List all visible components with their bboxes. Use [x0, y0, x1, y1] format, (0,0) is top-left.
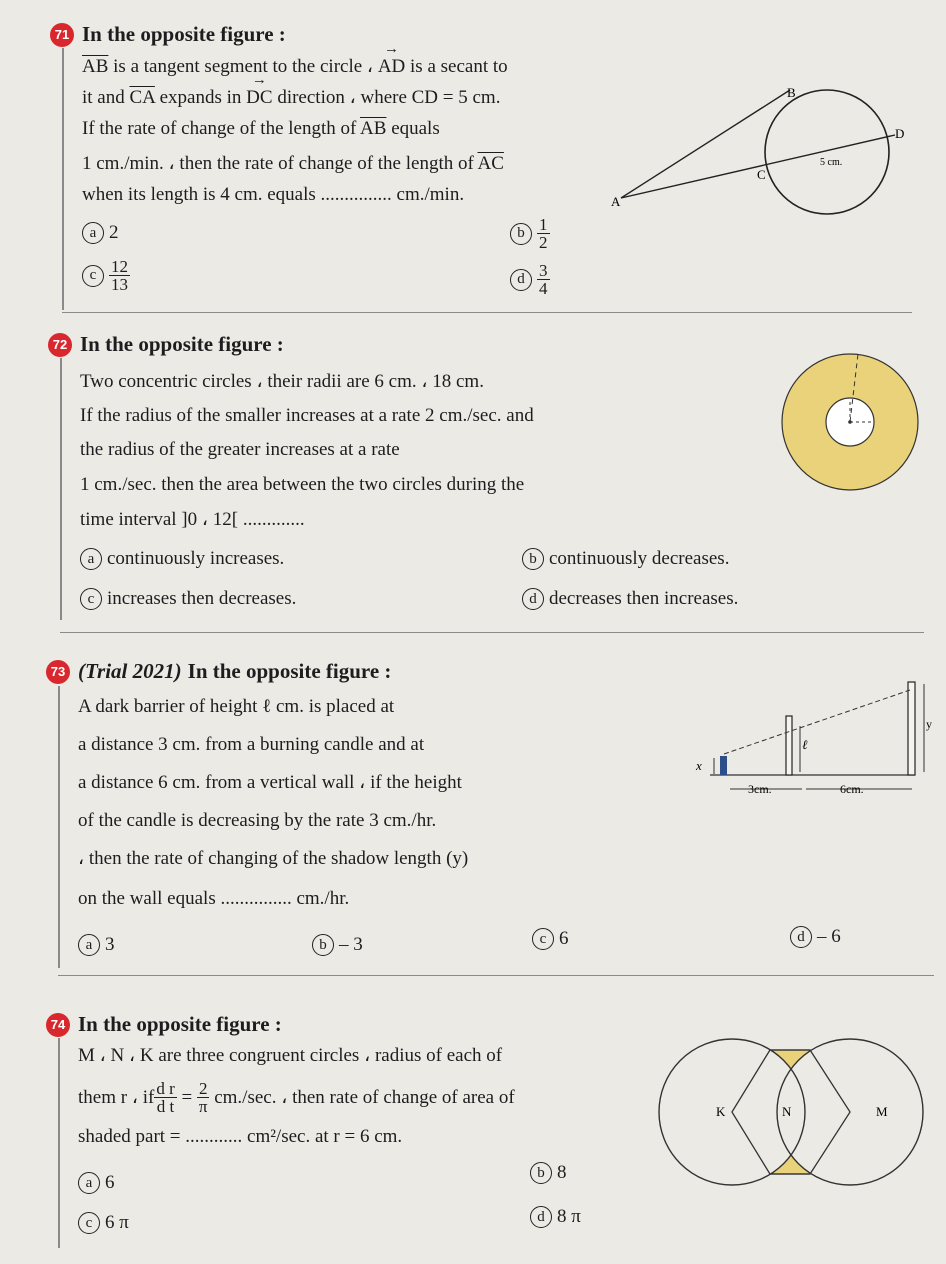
option-text: continuously increases. [107, 548, 285, 569]
label-3cm: 3cm. [748, 782, 772, 796]
option-letter: b [522, 548, 544, 570]
light-ray [724, 690, 910, 754]
center-point [848, 420, 852, 424]
option-text: 6 [105, 1172, 115, 1193]
denominator: 13 [111, 275, 128, 294]
text: them r ، if [78, 1087, 155, 1108]
question-71-margin-bar [62, 48, 64, 310]
question-72-line-5: time interval ]0 ، 12[ ............. [80, 509, 305, 530]
option-letter: c [82, 265, 104, 287]
text: cm./sec. ، then rate of change of area of [209, 1087, 515, 1108]
circle [765, 90, 889, 214]
label-b: B [787, 85, 796, 100]
text: is a tangent segment to the circle ، [108, 56, 378, 77]
option-letter: d [522, 588, 544, 610]
text: If the rate of change of the length of [82, 118, 361, 139]
option-c[interactable] [532, 928, 569, 950]
option-letter: a [82, 222, 104, 244]
option-c[interactable] [78, 1212, 129, 1234]
numerator: 2 [198, 1079, 208, 1098]
question-72-line-4: 1 cm./sec. then the area between the two circles during the [80, 474, 525, 495]
option-letter: a [78, 934, 100, 956]
question-separator [62, 312, 912, 313]
option-letter: c [80, 588, 102, 610]
segment-ab: $\overline{AB}$ [82, 56, 109, 77]
fraction [537, 262, 550, 297]
numerator: 12 [111, 257, 128, 276]
option-letter: d [510, 269, 532, 291]
wall [908, 682, 915, 775]
denominator: 2 [539, 233, 548, 252]
question-74-line-1: M ، N ، K are three congruent circles ، radius of each of [78, 1045, 503, 1066]
option-d[interactable] [530, 1206, 581, 1228]
fraction-dr-dt [154, 1080, 176, 1115]
option-a[interactable] [78, 1172, 115, 1194]
question-72-margin-bar [60, 358, 62, 620]
option-text: 2 [109, 222, 119, 243]
option-letter: c [532, 928, 554, 950]
ray-dc: → DC [246, 87, 272, 109]
label-y: y [926, 717, 932, 731]
option-text: 8 [557, 1162, 567, 1183]
option-letter: c [78, 1212, 100, 1234]
option-text: decreases then increases. [549, 588, 739, 609]
question-number-badge: 73 [46, 660, 70, 684]
option-text: 3 [105, 934, 115, 955]
question-71-line-1 [82, 55, 508, 78]
option-d[interactable] [790, 926, 841, 948]
question-74-header [46, 1012, 282, 1037]
question-73-header [46, 659, 391, 684]
option-letter: b [510, 223, 532, 245]
label-m: M [876, 1104, 888, 1119]
label-c: C [757, 167, 766, 182]
option-c[interactable] [80, 588, 296, 610]
label-x: x [696, 758, 702, 773]
denominator: d t [156, 1097, 175, 1116]
option-letter: d [790, 926, 812, 948]
question-73-line-4: of the candle is decreasing by the rate 3 cm./hr. [78, 810, 437, 831]
candle [720, 756, 727, 775]
numerator: 3 [539, 261, 548, 280]
option-text: continuously decreases. [549, 548, 730, 569]
question-number-badge: 72 [48, 333, 72, 357]
label-6cm: 6cm. [840, 782, 864, 796]
option-b[interactable] [522, 548, 729, 570]
label-d: D [895, 126, 905, 141]
option-letter: a [80, 548, 102, 570]
figure-71-tangent-secant [605, 80, 925, 215]
option-text: 8 π [557, 1206, 581, 1227]
text: it and [82, 87, 130, 108]
text: equals [386, 118, 440, 139]
question-separator [58, 975, 934, 976]
question-title: In the opposite figure : [82, 22, 286, 46]
option-d[interactable] [522, 588, 738, 610]
denominator: π [198, 1097, 208, 1116]
question-title: In the opposite figure : [78, 1012, 282, 1036]
question-74-line-2 [78, 1080, 515, 1115]
option-b[interactable] [312, 934, 363, 956]
text: = [176, 1086, 197, 1108]
fraction-2-over-pi [197, 1080, 210, 1115]
question-71-line-2 [82, 86, 500, 109]
trial-tag: (Trial 2021) [78, 659, 182, 683]
segment-ac: $\overline{AC}$ [477, 153, 504, 174]
option-b[interactable] [510, 216, 550, 251]
text: expands in [154, 87, 247, 108]
question-72-line-2: If the radius of the smaller increases at a rate 2 cm./sec. and [80, 405, 534, 426]
question-72-header [48, 332, 284, 357]
question-71-header [50, 22, 286, 47]
question-74-margin-bar [58, 1038, 60, 1248]
question-73-line-5: ، then the rate of changing of the shadow length (y) [78, 848, 469, 869]
option-text: 6 π [105, 1212, 129, 1233]
fraction [537, 216, 550, 251]
question-71-line-4 [82, 152, 504, 175]
option-letter: d [530, 1206, 552, 1228]
question-number-badge: 74 [46, 1013, 70, 1037]
numerator: 1 [539, 215, 548, 234]
option-text: 6 [559, 928, 569, 949]
text: 1 cm./min. ، then the rate of change of the length of [82, 153, 478, 174]
question-73-margin-bar [58, 686, 60, 968]
barrier [786, 716, 792, 775]
question-title: In the opposite figure : [80, 332, 284, 356]
question-73-line-2: a distance 3 cm. from a burning candle and at [78, 734, 425, 755]
numerator: d r [156, 1079, 175, 1098]
option-letter: b [312, 934, 334, 956]
option-b[interactable] [530, 1162, 567, 1184]
segment-ca: $\overline{CA}$ [129, 87, 155, 108]
segment-ab: $\overline{AB}$ [360, 118, 387, 139]
label-l: ℓ [802, 737, 808, 752]
question-separator [60, 632, 924, 633]
text: is a secant to [405, 56, 508, 77]
option-letter: a [78, 1172, 100, 1194]
text: direction ، where CD = 5 cm. [272, 87, 501, 108]
option-a[interactable] [80, 548, 284, 570]
question-title: In the opposite figure : [187, 659, 392, 683]
label-cd-length: 5 cm. [820, 157, 843, 168]
question-72-line-3: the radius of the greater increases at a rate [80, 439, 400, 460]
question-73-line-1: A dark barrier of height ℓ cm. is placed at [78, 696, 395, 717]
option-text: – 3 [339, 934, 363, 955]
option-a[interactable] [82, 222, 119, 244]
option-a[interactable] [78, 934, 115, 956]
option-c[interactable] [82, 258, 130, 293]
question-73-line-6: on the wall equals ............... cm./hr. [78, 888, 350, 909]
label-k: K [716, 1104, 726, 1119]
fraction [109, 258, 130, 293]
option-text: – 6 [817, 926, 841, 947]
question-72-line-1: Two concentric circles ، their radii are 6 cm. ، 18 cm. [80, 371, 484, 392]
figure-72-concentric-circles [778, 352, 922, 496]
label-a: A [611, 194, 621, 209]
label-n: N [782, 1104, 792, 1119]
figure-73-candle-barrier-wall [690, 676, 940, 800]
denominator: 4 [539, 279, 548, 298]
question-73-line-3: a distance 6 cm. from a vertical wall ، if the height [78, 772, 462, 793]
ray-ad: → AD [378, 56, 405, 78]
option-d[interactable] [510, 262, 550, 297]
option-letter: b [530, 1162, 552, 1184]
figure-74-three-circles [640, 1036, 944, 1190]
question-71-line-3 [82, 118, 440, 140]
question-74-line-3: shaded part = ............ cm²/sec. at r = 6 cm. [78, 1126, 403, 1147]
question-71-line-5: when its length is 4 cm. equals ............... cm./min. [82, 184, 465, 205]
option-text: increases then decreases. [107, 588, 297, 609]
question-number-badge: 71 [50, 23, 74, 47]
